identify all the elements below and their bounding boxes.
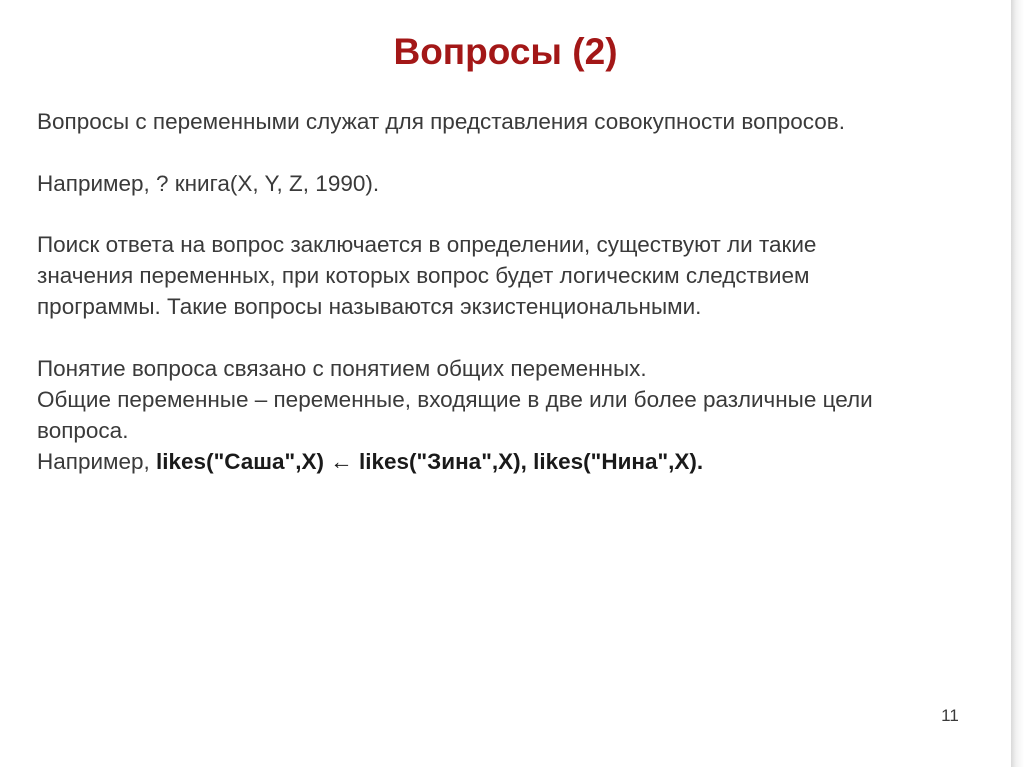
paragraph-shared-vars-line-1: Понятие вопроса связано с понятием общих переменных. [37, 356, 647, 381]
slide-title: Вопросы (2) [393, 31, 618, 72]
paragraph-shared-vars-line-2: Общие переменные – переменные, входящие в две или более различные цели [37, 387, 873, 412]
likes-example-code: likes("Саша",X) ← likes("Зина",X), likes("Нина",X). [156, 449, 704, 474]
slide-edge-shadow [1011, 0, 1024, 767]
paragraph-search-line-2: значения переменных, при которых вопрос будет логическим следствием [37, 263, 810, 288]
paragraph-definition: Вопросы с переменными служат для представления совокупности вопросов. [37, 109, 846, 134]
paragraph-shared-vars-line-3: вопроса. [37, 418, 129, 443]
page-number: 11 [941, 706, 959, 725]
paragraph-search-line-3: программы. Такие вопросы называются экзистенциональными. [37, 294, 702, 319]
paragraph-search-line-1: Поиск ответа на вопрос заключается в определении, существуют ли такие [37, 232, 817, 257]
paragraph-likes-example [37, 448, 703, 476]
paragraph-example-query: Например, ? книга(X, Y, Z, 1990). [37, 171, 380, 196]
likes-example-prefix: Например, [37, 449, 157, 474]
